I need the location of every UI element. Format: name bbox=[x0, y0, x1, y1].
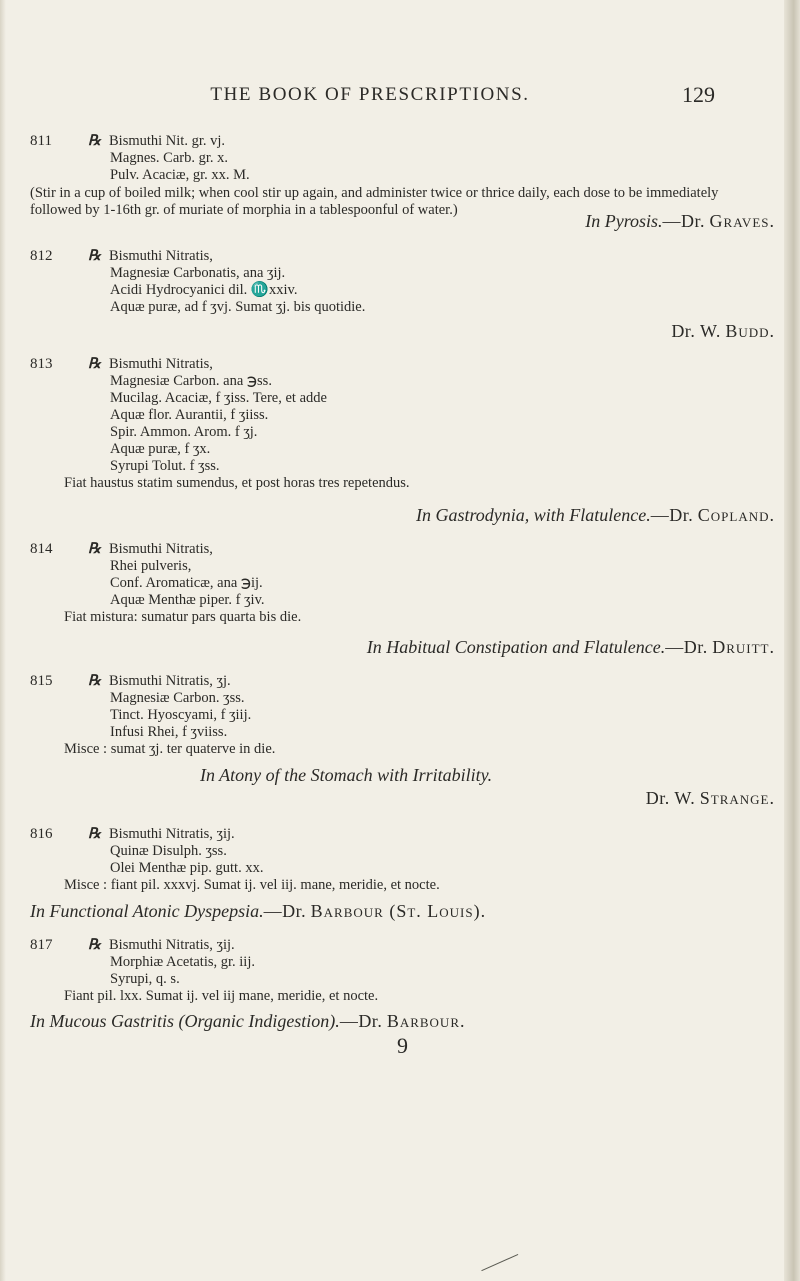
rx-line: Morphiæ Acetatis, gr. iij. bbox=[110, 954, 255, 970]
rx-line: ℞ Bismuthi Nitratis, ʒij. bbox=[88, 937, 235, 953]
rx-line: ℞ Bismuthi Nit. gr. vj. bbox=[88, 133, 226, 149]
rx-line: Olei Menthæ pip. gutt. xx. bbox=[110, 860, 264, 876]
rx-line: ℞ Bismuthi Nitratis, ʒij. bbox=[88, 826, 235, 842]
prescription-number: 811 bbox=[30, 133, 52, 149]
rx-note: Misce : sumat ʒj. ter quaterve in die. bbox=[64, 741, 276, 757]
rx-line: Aquæ Menthæ piper. f ʒiv. bbox=[110, 592, 265, 608]
rx-line: Syrupi Tolut. f ʒss. bbox=[110, 458, 220, 474]
recipe-symbol-icon: ℞ bbox=[88, 937, 101, 953]
rx-line: Spir. Ammon. Arom. f ʒj. bbox=[110, 424, 258, 440]
rx-line: Rhei pulveris, bbox=[110, 558, 192, 574]
rx-line: Conf. Aromaticæ, ana ℈ij. bbox=[110, 575, 263, 591]
recipe-symbol-icon: ℞ bbox=[88, 133, 101, 149]
rx-line: Magnesiæ Carbon. ʒss. bbox=[110, 690, 245, 706]
attribution-815: Dr. W. Strange. bbox=[645, 788, 775, 808]
prescription-number: 815 bbox=[30, 673, 53, 689]
rx-line: ℞ Bismuthi Nitratis, bbox=[88, 541, 213, 557]
page-edge-left bbox=[0, 0, 6, 1281]
running-header bbox=[30, 82, 775, 112]
rx-line: Tinct. Hyoscyami, f ʒiij. bbox=[110, 707, 252, 723]
rx-note: (Stir in a cup of boiled milk; when cool stir up again, and administer twice or thrice daily, each dose to be immediately followed by 1-16th gr. of muriate of morphia in a tablespoonful of water.) bbox=[30, 185, 719, 218]
recipe-symbol-icon: ℞ bbox=[88, 541, 101, 557]
rx-line: Pulv. Acaciæ, gr. xx. M. bbox=[110, 167, 250, 183]
condition-815: In Atony of the Stomach with Irritability. bbox=[200, 765, 493, 785]
attribution-812: Dr. W. Budd. bbox=[671, 321, 775, 341]
rx-line: Infusi Rhei, f ʒviiss. bbox=[110, 724, 228, 740]
rx-note: Misce : fiant pil. xxxvj. Sumat ij. vel iij. mane, meridie, et nocte. bbox=[64, 877, 440, 893]
prescription-number: 813 bbox=[30, 356, 53, 372]
signature-mark: 9 bbox=[397, 1033, 408, 1058]
attribution-813: In Gastrodynia, with Flatulence.—Dr. Copland. bbox=[415, 505, 775, 525]
prescription-number: 816 bbox=[30, 826, 53, 842]
rx-line: Aquæ flor. Aurantii, f ʒiiss. bbox=[110, 407, 269, 423]
attribution-814: In Habitual Constipation and Flatulence.—Dr. Druitt. bbox=[366, 637, 775, 657]
rx-note: Fiant pil. lxx. Sumat ij. vel iij mane, meridie, et nocte. bbox=[64, 988, 379, 1004]
rx-line: Mucilag. Acaciæ, f ʒiss. Tere, et adde bbox=[110, 390, 327, 406]
rx-line: Aquæ puræ, f ʒx. bbox=[110, 441, 211, 457]
rx-note: Fiat mistura: sumatur pars quarta bis die. bbox=[64, 609, 302, 625]
rx-line: Syrupi, q. s. bbox=[110, 971, 180, 987]
prescription-number: 817 bbox=[30, 937, 53, 953]
page-edge-right bbox=[784, 0, 800, 1281]
prescription-number: 814 bbox=[30, 541, 53, 557]
rx-line: Aquæ puræ, ad f ʒvj. Sumat ʒj. bis quotidie. bbox=[110, 299, 366, 315]
rx-line: ℞ Bismuthi Nitratis, bbox=[88, 248, 213, 264]
rx-line: Magnesiæ Carbon. ana ℈ss. bbox=[110, 373, 272, 389]
attribution-817: In Mucous Gastritis (Organic Indigestion).—Dr. Barbour. bbox=[30, 1011, 466, 1031]
recipe-symbol-icon: ℞ bbox=[88, 673, 101, 689]
rx-line: Acidi Hydrocyanici dil. ♏xxiv. bbox=[110, 282, 298, 298]
pencil-mark bbox=[481, 1254, 518, 1272]
prescription-number: 812 bbox=[30, 248, 53, 264]
rx-line: ℞ Bismuthi Nitratis, bbox=[88, 356, 213, 372]
rx-note: Fiat haustus statim sumendus, et post horas tres repetendus. bbox=[64, 475, 410, 491]
rx-line: Magnesiæ Carbonatis, ana ʒij. bbox=[110, 265, 286, 281]
attribution-816: In Functional Atonic Dyspepsia.—Dr. Barbour (St. Louis). bbox=[30, 901, 487, 921]
rx-line: ℞ Bismuthi Nitratis, ʒj. bbox=[88, 673, 231, 689]
rx-line: Magnes. Carb. gr. x. bbox=[110, 150, 228, 166]
attribution-811: In Pyrosis.—Dr. Graves. bbox=[585, 211, 775, 231]
running-title: THE BOOK OF PRESCRIPTIONS. bbox=[210, 84, 530, 105]
rx-line: Quinæ Disulph. ʒss. bbox=[110, 843, 227, 859]
recipe-symbol-icon: ℞ bbox=[88, 248, 101, 264]
recipe-symbol-icon: ℞ bbox=[88, 826, 101, 842]
page-number: 129 bbox=[682, 82, 715, 107]
recipe-symbol-icon: ℞ bbox=[88, 356, 101, 372]
